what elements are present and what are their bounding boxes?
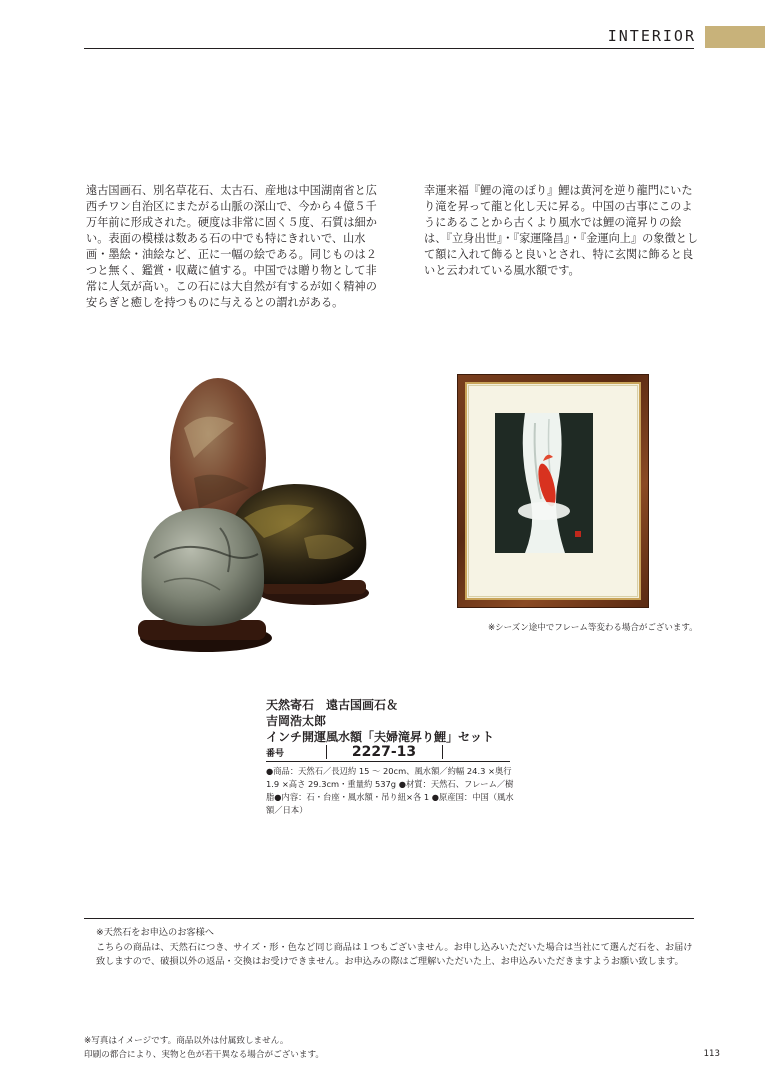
product-name-line: 天然寄石 遠古国画石＆ bbox=[266, 698, 399, 712]
notice-rule bbox=[84, 918, 694, 919]
stone-set-photo bbox=[124, 368, 378, 668]
divider bbox=[442, 745, 443, 759]
notice-body: こちらの商品は、天然石につき、サイズ・形・色など同じ商品は１つもございません。お申し込みいただいた場合は当社にて選んだ石を、お届け致しますので、破損以外の返品・交換はお受けできません。お申込みの際はご理解いただいた上、お申込みいただきますようお願い致します。 bbox=[96, 941, 693, 967]
product-name-line: インチ開運風水額「夫婦滝昇り鯉」セット bbox=[266, 730, 495, 744]
page-number: 113 bbox=[703, 1049, 720, 1059]
product-number: 2227-13 bbox=[351, 744, 417, 760]
section-accent-tab bbox=[705, 26, 765, 48]
divider bbox=[326, 745, 327, 759]
koi-waterfall-art bbox=[495, 413, 593, 553]
natural-stone-notice bbox=[96, 926, 696, 970]
section-label: INTERIOR bbox=[607, 27, 696, 45]
product-name bbox=[266, 697, 494, 745]
product-name-line: 吉岡浩太郎 bbox=[266, 714, 327, 728]
intro-koi-text: 幸運来福『鯉の滝のぼり』鯉は黄河を逆り龍門にいたり滝を昇って龍と化し天に昇る。中国の古事にこのようにあることから古くより風水では鯉の滝昇りの絵は、『立身出世』・『家運隆昌』・『金運向上』の象徴として額に入れて飾ると良いとされ、特に玄関に飾ると良いと云われている風水額です。 bbox=[424, 184, 699, 277]
product-number-label: 番号 bbox=[266, 749, 285, 759]
product-number-row bbox=[266, 745, 510, 762]
frame-change-note: ※シーズン途中でフレーム等変わる場合がございます。 bbox=[488, 623, 698, 633]
product-spec: ●商品：天然石／長辺約 15 ～ 20cm、風水額／約幅 24.3 ×奥行 1.9 ×高さ 29.3cm・重量約 537g ●材質：天然石、フレーム／樹脂●内容：石・台座・風水額・吊り紐×各 1 ●原産国：中国（風水額／日本） bbox=[266, 766, 514, 815]
intro-stone-text: 遠古国画石、別名草花石、太古石、産地は中国湖南省と広西チワン自治区にまたがる山脈の深山で、今から４億５千万年前に形成された。硬度は非常に固く５度、石質は細かい。表面の模様は数ある石の中でも特にきれいで、山水画・墨絵・油絵など、正に一幅の絵である。同じものは２つと無く、鑑賞・収蔵に値する。中国では贈り物として非常に人気が高い。この石には大自然が有するが如く精神の安らぎと癒しを持つものに与えるとの謂れがある。 bbox=[86, 184, 377, 309]
notice-title: ※天然石をお申込のお客様へ bbox=[96, 927, 214, 938]
header-rule bbox=[84, 48, 694, 49]
footer-line: 印刷の都合により、実物と色が若干異なる場合がございます。 bbox=[84, 1050, 324, 1060]
footer-line: ※写真はイメージです。商品以外は付属致しません。 bbox=[84, 1036, 289, 1046]
koi-waterfall-framed-picture bbox=[458, 375, 648, 607]
footer-notes bbox=[84, 1034, 324, 1062]
